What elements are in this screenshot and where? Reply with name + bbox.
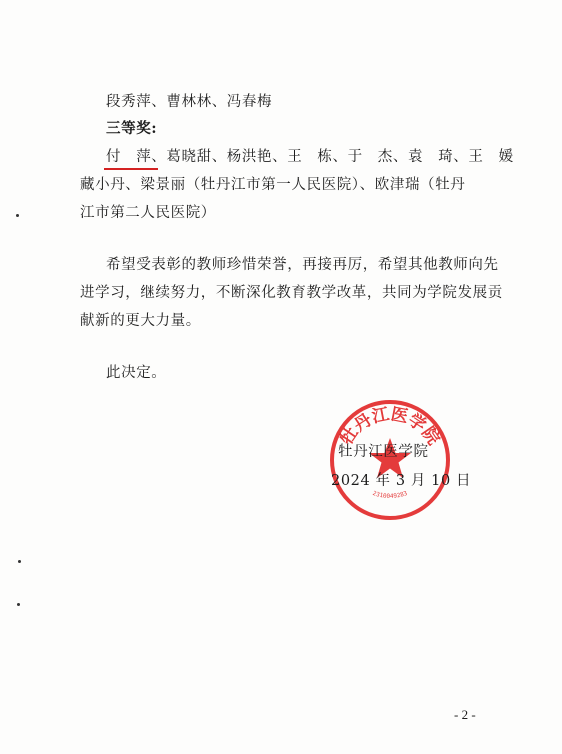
third-prize-names-1: 付 萍、葛晓甜、杨洪艳、王 栋、于 杰、袁 琦、王 媛 [106, 149, 514, 165]
red-underline-mark [104, 168, 158, 170]
paragraph-hope-line2: 进学习，继续努力，不断深化教育教学改革，共同为学院发展贡 [80, 285, 503, 301]
decision-text: 此决定。 [106, 365, 167, 381]
seal-text: 牡丹江医学院 [336, 404, 444, 449]
page-number: - 2 - [454, 707, 476, 722]
binding-hole-mark [16, 214, 19, 217]
issue-date: 2024 年 3 月 10 日 [331, 473, 472, 489]
third-prize-names-2: 藏小丹、梁景丽（牡丹江市第一人民医院）、欧津瑞（牡丹 [80, 177, 466, 193]
third-prize-heading: 三等奖: [106, 120, 158, 137]
signer-name: 牡丹江医学院 [338, 444, 429, 460]
paragraph-hope-line3: 献新的更大力量。 [80, 313, 201, 329]
svg-text:2310049283 [372, 490, 409, 500]
paragraph-hope-line1: 希望受表彰的教师珍惜荣誉，再接再厉，希望其他教师向先 [106, 257, 499, 273]
binding-hole-mark [18, 560, 21, 563]
seal-serial: 2310049283 [371, 489, 409, 501]
binding-hole-mark [17, 603, 20, 606]
third-prize-names-3: 江市第二人民医院） [80, 205, 216, 221]
names-continued: 段秀萍、曹林林、冯春梅 [106, 94, 273, 110]
